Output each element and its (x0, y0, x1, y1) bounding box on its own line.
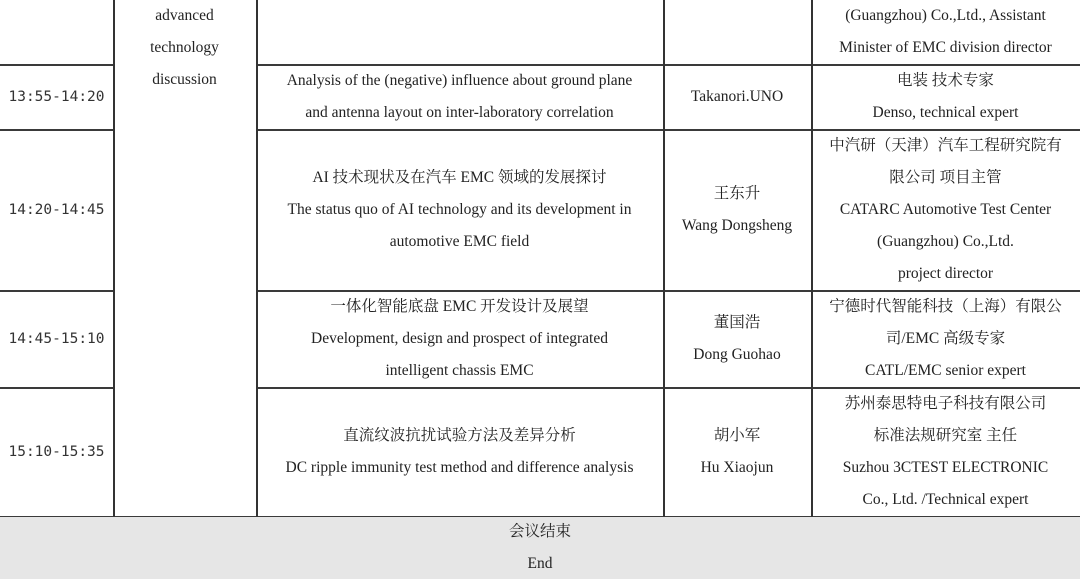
affiliation-line: CATL/EMC senior expert (864, 362, 1026, 379)
topic-line: and antenna layout on inter-laboratory correlation (305, 104, 614, 121)
end-title-cn: 会议结束 (508, 523, 571, 540)
time-cell (0, 291, 113, 387)
column-divider (663, 0, 665, 517)
column-divider (113, 0, 115, 517)
topic-line: Development, design and prospect of integrated (311, 330, 608, 347)
affiliation-line: 宁德时代智能科技（上海）有限公 (829, 298, 1062, 315)
row-divider (0, 290, 113, 292)
session-label-line: technology (150, 39, 219, 56)
speaker-name-cn: 董国浩 (713, 314, 761, 331)
topic-line: The status quo of AI technology and its development in (287, 201, 632, 218)
speaker-name-en: Hu Xiaojun (700, 459, 774, 476)
top-row-affiliation-cell (811, 0, 1080, 64)
time-cell (0, 388, 113, 516)
meeting-end-banner (0, 517, 1080, 579)
topic-line: DC ripple immunity test method and difference analysis (285, 459, 634, 476)
top-row-topic-cell (256, 0, 663, 64)
row-divider (256, 129, 1080, 131)
row-divider (256, 387, 1080, 389)
affiliation-line: 苏州泰思特电子科技有限公司 (844, 395, 1047, 412)
topic-line: automotive EMC field (389, 233, 530, 250)
session-label-line: advanced (155, 7, 214, 24)
affiliation-line: Suzhou 3CTEST ELECTRONIC (842, 459, 1049, 476)
time-slot: 15:10-15:35 (8, 444, 105, 460)
time-slot: 14:45-15:10 (8, 331, 105, 347)
topic-line: AI 技术现状及在汽车 EMC 领域的发展探讨 (312, 169, 607, 186)
affiliation-cell (811, 130, 1080, 290)
affiliation-cell (811, 65, 1080, 129)
speaker-cell (663, 65, 811, 129)
speaker-name-en: Dong Guohao (693, 346, 781, 363)
row-divider (0, 387, 113, 389)
affiliation-line: (Guangzhou) Co.,Ltd., Assistant (845, 7, 1046, 24)
affiliation-line: CATARC Automotive Test Center (839, 201, 1052, 218)
top-row-time-cell (0, 0, 113, 64)
speaker-cell (663, 130, 811, 290)
time-cell (0, 65, 113, 129)
time-slot: 14:20-14:45 (8, 202, 105, 218)
speaker-cell (663, 291, 811, 387)
affiliation-line: Denso, technical expert (872, 104, 1019, 121)
row-divider (256, 290, 1080, 292)
speaker-name-en: Wang Dongsheng (681, 217, 793, 234)
affiliation-cell (811, 388, 1080, 516)
affiliation-line: project director (897, 265, 994, 282)
speaker-name-cn: 王东升 (713, 185, 761, 202)
column-divider (811, 0, 813, 517)
affiliation-line: (Guangzhou) Co.,Ltd. (877, 233, 1014, 250)
top-row-speaker-cell (663, 0, 811, 64)
topic-cell (256, 65, 663, 129)
session-label-cell (113, 0, 256, 517)
row-divider (0, 64, 113, 66)
affiliation-line: 标准法规研究室 主任 (873, 427, 1018, 444)
session-label-line: discussion (152, 71, 217, 88)
affiliation-cell (811, 291, 1080, 387)
topic-cell (256, 388, 663, 516)
topic-cell (256, 130, 663, 290)
topic-line: intelligent chassis EMC (385, 362, 534, 379)
topic-line: 一体化智能底盘 EMC 开发设计及展望 (330, 298, 589, 315)
affiliation-line: 限公司 项目主管 (889, 169, 1002, 186)
affiliation-line: 中汽研（天津）汽车工程研究院有 (829, 137, 1062, 154)
row-divider (0, 129, 113, 131)
speaker-name-cn: 胡小军 (713, 427, 761, 444)
time-cell (0, 130, 113, 290)
topic-line: 直流纹波抗扰试验方法及差异分析 (343, 427, 576, 444)
affiliation-line: Minister of EMC division director (839, 39, 1052, 56)
end-title-en: End (527, 555, 553, 572)
column-divider (256, 0, 258, 517)
topic-line: Analysis of the (negative) influence about ground plane (286, 72, 633, 89)
speaker-name: Takanori.UNO (690, 88, 784, 105)
affiliation-line: 电装 技术专家 (897, 72, 994, 89)
affiliation-line: 司/EMC 高级专家 (885, 330, 1006, 347)
row-divider (256, 64, 1080, 66)
time-slot: 13:55-14:20 (8, 89, 105, 105)
speaker-cell (663, 388, 811, 516)
affiliation-line: Co., Ltd. /Technical expert (862, 491, 1029, 508)
topic-cell (256, 291, 663, 387)
